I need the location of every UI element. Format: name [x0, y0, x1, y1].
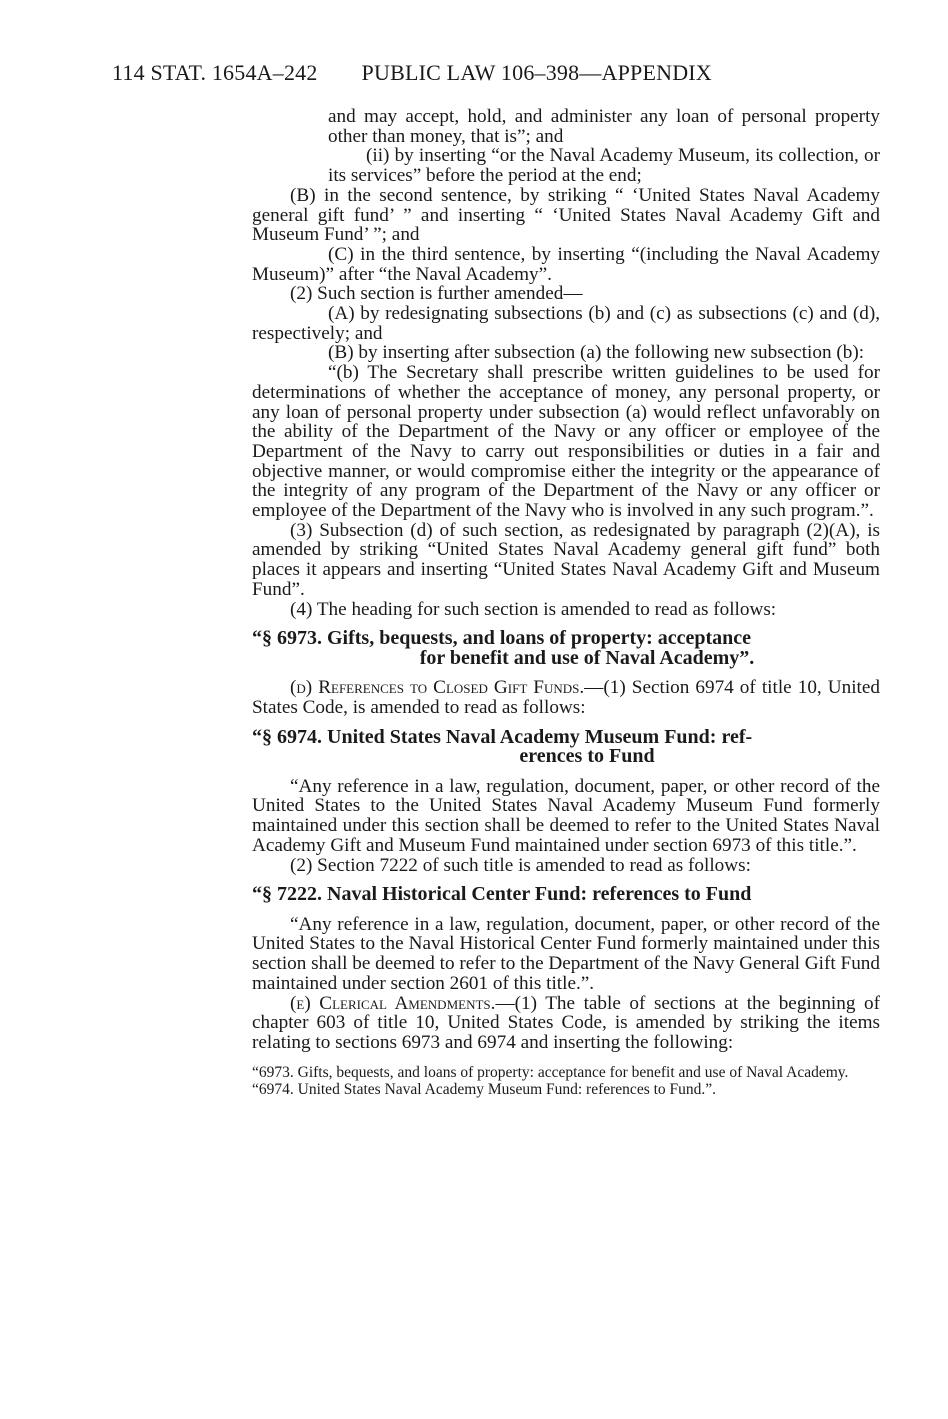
paragraph-text: —(1) Section 6974 of title 10, United States Code, is amended to read as follows: [252, 677, 880, 718]
heading-line: for benefit and use of Naval Academy”. [419, 646, 755, 669]
quoted-section-text: “Any reference in a law, regulation, document, paper, or other record of the United States to the United States Naval Academy Museum Fund formerly maintained under this section shall be deemed to refer to the United States Naval Academy Gift and Museum Fund maintained under section 6973 of this title.”. [252, 775, 880, 856]
document-body [252, 107, 880, 1099]
paragraph: (C) in the third sentence, by inserting “(including the Naval Academy Museum)” after “the Naval Academy”. [252, 243, 880, 285]
paragraph: (A) by redesignating subsections (b) and (c) as subsections (c) and (d), respectively; and [252, 303, 880, 344]
quoted-section-text: “Any reference in a law, regulation, document, paper, or other record of the United States to the Naval Historical Center Fund formerly maintained under this section shall be deemed to refer to the Department of the Navy General Gift Fund maintained under section 2601 of this title.”. [252, 913, 880, 994]
paragraph-text: —(1) The table of sections at the beginning of chapter 603 of title 10, United States Code, is amended by striking the items relating to sections 6973 and 6974 and inserting the following: [252, 992, 880, 1053]
paragraph: (B) by inserting after subsection (a) the following new subsection (b): [328, 342, 865, 364]
heading-line: “§ 6973. Gifts, bequests, and loans of property: acceptance [252, 627, 752, 650]
heading-line: “§ 6974. United States Naval Academy Museum Fund: ref- [252, 725, 753, 748]
section-heading-6974 [252, 725, 880, 768]
heading-line: “§ 7222. Naval Historical Center Fund: references to Fund [252, 883, 752, 906]
heading-line: erences to Fund [519, 745, 655, 768]
statute-citation: 114 STAT. 1654A–242 [112, 60, 318, 85]
paragraph [252, 678, 880, 717]
paragraph-text: (ii) by inserting “or the Naval Academy Museum, its collection, or its services” before the period at the end; [328, 145, 880, 187]
paragraph: (B) in the second sentence, by striking “ ‘United States Naval Academy general gift fund’ ” and inserting “ ‘United States Naval Academy Gift and Museum Fund’ ”; and [252, 184, 880, 246]
section-heading-6973 [252, 629, 880, 668]
paragraph: (2) Such section is further amended— [290, 283, 583, 305]
toc-item: “6974. United States Naval Academy Museum Fund: references to Fund.”. [252, 1080, 717, 1098]
subsection-label: (d) References to Closed Gift Funds. [290, 677, 585, 699]
section-heading-7222 [252, 885, 880, 905]
paragraph: and may accept, hold, and administer any loan of personal property other than money, that is”; and [328, 106, 880, 147]
quoted-subsection: “(b) The Secretary shall prescribe written guidelines to be used for determinations of whether the acceptance of money, any personal property, or any loan of personal property under subsection (a) would reflect unfavorably on the ability of the Department of the Navy or any officer or employee of the Department of the Navy to carry out responsibilities or duties in a fair and objective manner, or would compromise either the integrity or the appearance of the integrity of any program of the Department of the Navy or any officer or employee of the Department of the Navy who is involved in any such program.”. [252, 362, 880, 522]
toc-item: “6973. Gifts, bequests, and loans of property: acceptance for benefit and use of Naval Academy. [252, 1063, 849, 1081]
paragraph: (4) The heading for such section is amended to read as follows: [290, 598, 777, 620]
page-header [112, 60, 712, 86]
paragraph: (3) Subsection (d) of such section, as redesignated by paragraph (2)(A), is amended by striking “United States Naval Academy general gift fund” both places it appears and inserting “United States Naval Academy Gift and Museum Fund”. [252, 519, 880, 600]
table-of-sections [252, 1065, 880, 1097]
paragraph [252, 994, 880, 1053]
subsection-label: (e) Clerical Amendments. [290, 992, 496, 1014]
paragraph [252, 146, 880, 185]
publication-title: PUBLIC LAW 106–398—APPENDIX [361, 60, 712, 85]
paragraph: (2) Section 7222 of such title is amended to read as follows: [290, 854, 751, 876]
